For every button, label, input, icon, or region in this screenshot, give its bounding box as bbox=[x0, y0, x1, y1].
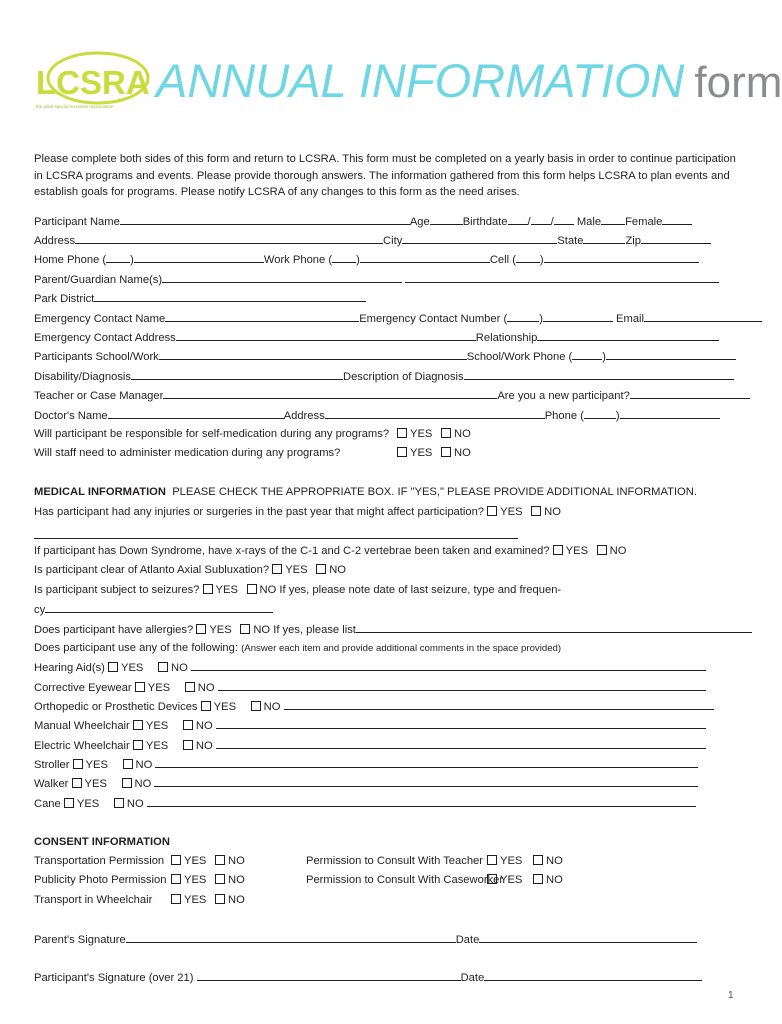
address-row bbox=[34, 233, 711, 247]
equipment-comment-field[interactable] bbox=[216, 718, 706, 729]
equipment-comment-field[interactable] bbox=[147, 796, 696, 807]
yes-label: YES bbox=[147, 682, 171, 694]
description-label: Description of Diagnosis bbox=[343, 371, 464, 383]
guardian-field-2[interactable] bbox=[405, 272, 719, 283]
school-label: Participants School/Work bbox=[34, 351, 159, 363]
consult-caseworker-label: Permission to Consult With Caseworker bbox=[306, 874, 504, 886]
date-label: Date bbox=[460, 972, 485, 984]
no-label: NO bbox=[197, 682, 215, 694]
allergies-question: Does participant have allergies? bbox=[34, 624, 194, 636]
form-header bbox=[0, 0, 782, 140]
male-label: Male bbox=[576, 216, 602, 228]
equipment-label: Hearing Aid(s) bbox=[34, 662, 105, 674]
checkbox-icon[interactable] bbox=[533, 855, 543, 865]
parent-date-field[interactable] bbox=[479, 932, 697, 943]
park-district-row bbox=[34, 291, 366, 305]
equipment-comment-field[interactable] bbox=[155, 757, 698, 768]
checkbox-icon[interactable] bbox=[123, 759, 133, 769]
equipment-no[interactable] bbox=[183, 719, 213, 733]
consult-caseworker-yes[interactable] bbox=[487, 873, 533, 887]
checkbox-icon[interactable] bbox=[203, 584, 213, 594]
yes-label: YES bbox=[85, 759, 108, 771]
down-yes[interactable] bbox=[553, 544, 597, 558]
no-label: NO bbox=[134, 778, 152, 790]
checkbox-icon[interactable] bbox=[171, 855, 181, 865]
atlanto-question: Is participant clear of Atlanto Axial Subluxation? bbox=[34, 564, 270, 576]
seizures-row bbox=[34, 583, 561, 597]
checkbox-icon[interactable] bbox=[215, 894, 225, 904]
self-med-no[interactable] bbox=[441, 427, 471, 441]
teacher-field[interactable] bbox=[163, 388, 497, 399]
checkbox-icon[interactable] bbox=[533, 874, 543, 884]
self-med-yes[interactable] bbox=[397, 427, 441, 441]
park-district-field[interactable] bbox=[94, 291, 366, 302]
checkbox-icon[interactable] bbox=[183, 740, 193, 750]
publicity-no[interactable] bbox=[215, 873, 306, 887]
emergency-address-label: Emergency Contact Address bbox=[34, 332, 176, 344]
no-label: NO bbox=[329, 564, 346, 576]
staff-med-yes[interactable] bbox=[397, 446, 441, 460]
equipment-yes[interactable] bbox=[133, 739, 183, 753]
lcsra-logo bbox=[30, 48, 150, 114]
yes-label: YES bbox=[209, 624, 232, 636]
female-field[interactable] bbox=[662, 214, 692, 225]
allergies-note: If yes, please list bbox=[273, 624, 356, 636]
equipment-no[interactable] bbox=[158, 661, 188, 675]
emergency-name-field[interactable] bbox=[165, 311, 359, 322]
city-label: City bbox=[383, 235, 403, 247]
logo-text: LCSRA bbox=[36, 64, 150, 101]
guardian-field-1[interactable] bbox=[162, 272, 402, 283]
yes-label: YES bbox=[184, 894, 207, 906]
email-field[interactable] bbox=[644, 311, 762, 322]
participant-name-label: Participant Name bbox=[34, 216, 120, 228]
yes-label: YES bbox=[121, 662, 144, 674]
yes-label: YES bbox=[215, 584, 238, 596]
medical-instruction: PLEASE CHECK THE APPROPRIATE BOX. IF "YES," PLEASE PROVIDE ADDITIONAL INFORMATION. bbox=[172, 486, 697, 498]
doctor-address-field[interactable] bbox=[325, 408, 545, 419]
equipment-yes[interactable] bbox=[64, 797, 114, 811]
zip-label: Zip bbox=[625, 235, 641, 247]
work-area-field[interactable] bbox=[332, 252, 356, 263]
checkbox-icon[interactable] bbox=[597, 545, 607, 555]
checkbox-icon[interactable] bbox=[240, 624, 250, 634]
checkbox-icon[interactable] bbox=[135, 682, 145, 692]
checkbox-icon[interactable] bbox=[133, 740, 143, 750]
school-phone-field[interactable] bbox=[606, 349, 736, 360]
yes-label: YES bbox=[76, 798, 100, 810]
home-phone-label: Home Phone ( bbox=[34, 254, 107, 266]
equipment-label: Cane bbox=[34, 798, 61, 810]
equipment-yes[interactable] bbox=[135, 681, 185, 695]
yes-label: YES bbox=[184, 874, 207, 886]
injuries-yes[interactable] bbox=[487, 505, 531, 519]
city-field[interactable] bbox=[402, 233, 557, 244]
yes-label: YES bbox=[145, 720, 169, 732]
emergency-number-field[interactable] bbox=[543, 311, 613, 322]
yes-label: YES bbox=[184, 855, 207, 867]
no-label: NO bbox=[195, 740, 213, 752]
parent-signature-field[interactable] bbox=[126, 932, 456, 943]
yes-label: YES bbox=[213, 701, 237, 713]
school-row: Participants School/Work School/Work Phone ( ) bbox=[34, 349, 736, 363]
transportation-yes[interactable] bbox=[171, 854, 215, 868]
logo-tagline: the adult special recreation association bbox=[36, 104, 114, 109]
checkbox-icon[interactable] bbox=[272, 564, 282, 574]
no-label: NO bbox=[171, 662, 188, 674]
checkbox-icon[interactable] bbox=[441, 428, 451, 438]
equipment-no[interactable] bbox=[122, 777, 152, 791]
no-label: NO bbox=[228, 874, 245, 886]
relationship-label: Relationship bbox=[475, 332, 538, 344]
age-field[interactable] bbox=[430, 214, 463, 225]
injuries-detail-line[interactable] bbox=[34, 538, 518, 539]
no-label: NO bbox=[253, 624, 271, 636]
atlanto-row bbox=[34, 563, 346, 577]
down-question: If participant has Down Syndrome, have x-rays of the C-1 and C-2 vertebrae been taken and examined? bbox=[34, 545, 550, 557]
birth-day-field[interactable] bbox=[531, 214, 551, 225]
equipment-label: Corrective Eyewear bbox=[34, 682, 132, 694]
seizures-yes[interactable] bbox=[203, 583, 247, 597]
equipment-label: Walker bbox=[34, 778, 69, 790]
equipment-no[interactable] bbox=[123, 758, 153, 772]
equipment-row bbox=[34, 660, 706, 674]
consent-row-1 bbox=[34, 854, 563, 868]
home-phone-field[interactable] bbox=[134, 252, 264, 263]
guardian-row bbox=[34, 272, 719, 286]
emergency-name-label: Emergency Contact Name bbox=[34, 313, 166, 325]
no-label: NO bbox=[135, 759, 153, 771]
publicity-label: Publicity Photo Permission bbox=[34, 874, 167, 886]
no-label: NO bbox=[126, 798, 144, 810]
down-row bbox=[34, 544, 626, 558]
birth-month-field[interactable] bbox=[508, 214, 528, 225]
birthdate-label: Birthdate bbox=[462, 216, 508, 228]
equipment-comment-field[interactable] bbox=[154, 776, 698, 787]
consent-row-3 bbox=[34, 893, 245, 907]
disability-field[interactable] bbox=[131, 369, 343, 380]
atlanto-yes[interactable] bbox=[272, 563, 316, 577]
email-label: Email bbox=[616, 313, 645, 325]
equipment-yes[interactable] bbox=[201, 700, 251, 714]
work-phone-field[interactable] bbox=[360, 252, 490, 263]
seizures-note: If yes, please note date of last seizure, type and frequen- bbox=[279, 584, 562, 596]
emergency-row: Emergency Contact Name Emergency Contact Number ( ) Email bbox=[34, 311, 762, 325]
yes-label: YES bbox=[500, 855, 523, 867]
use-question: Does participant use any of the following: bbox=[34, 642, 238, 654]
consent-heading: CONSENT INFORMATION bbox=[34, 836, 170, 848]
zip-field[interactable] bbox=[641, 233, 711, 244]
teacher-label: Teacher or Case Manager bbox=[34, 390, 164, 402]
wheelchair-transport-no[interactable] bbox=[215, 893, 245, 907]
page-number: 1 bbox=[728, 990, 734, 1001]
birth-year-field[interactable] bbox=[554, 214, 574, 225]
work-phone-label: Work Phone ( bbox=[263, 254, 333, 266]
title-form: form bbox=[694, 58, 782, 107]
staff-med-label: Will staff need to administer medication during any programs? bbox=[34, 447, 341, 459]
checkbox-icon[interactable] bbox=[316, 564, 326, 574]
equipment-label: Stroller bbox=[34, 759, 70, 771]
doctor-row: Doctor's Name Address Phone ( ) bbox=[34, 408, 720, 422]
no-label: NO bbox=[609, 545, 627, 557]
seizures-question: Is participant subject to seizures? bbox=[34, 584, 200, 596]
equipment-no[interactable] bbox=[185, 681, 215, 695]
equipment-comment-field[interactable] bbox=[218, 680, 706, 691]
no-label: NO bbox=[263, 701, 281, 713]
checkbox-icon[interactable] bbox=[487, 874, 497, 884]
address-field[interactable] bbox=[75, 233, 383, 244]
home-area-field[interactable] bbox=[106, 252, 130, 263]
checkbox-icon[interactable] bbox=[397, 447, 407, 457]
no-label: NO bbox=[195, 720, 213, 732]
participant-date-field[interactable] bbox=[484, 970, 702, 981]
checkbox-icon[interactable] bbox=[122, 778, 132, 788]
down-no[interactable] bbox=[597, 544, 627, 558]
state-field[interactable] bbox=[583, 233, 625, 244]
checkbox-icon[interactable] bbox=[553, 545, 563, 555]
equipment-row bbox=[34, 699, 714, 713]
checkbox-icon[interactable] bbox=[183, 720, 193, 730]
date-label: Date bbox=[455, 934, 480, 946]
doctor-address-label: Address bbox=[283, 410, 325, 422]
doctor-phone-field[interactable] bbox=[620, 408, 720, 419]
guardian-label: Parent/Guardian Name(s) bbox=[34, 274, 163, 286]
medical-heading-row bbox=[34, 485, 697, 499]
injuries-question: Has participant had any injuries or surgeries in the past year that might affect participation? bbox=[34, 506, 485, 518]
equipment-row bbox=[34, 718, 706, 732]
transportation-no[interactable] bbox=[215, 854, 306, 868]
equipment-row bbox=[34, 680, 706, 694]
cell-area-field[interactable] bbox=[516, 252, 540, 263]
phone-row: Home Phone ( ) Work Phone ( ) Cell ( ) bbox=[34, 252, 699, 266]
equipment-label: Manual Wheelchair bbox=[34, 720, 130, 732]
wheelchair-transport-label: Transport in Wheelchair bbox=[34, 894, 153, 906]
yes-label: YES bbox=[410, 428, 433, 440]
cell-field[interactable] bbox=[544, 252, 699, 263]
checkbox-icon[interactable] bbox=[487, 855, 497, 865]
use-note: (Answer each item and provide additional comments in the space provided) bbox=[241, 643, 562, 654]
emergency-address-row bbox=[34, 330, 719, 344]
equipment-comment-field[interactable] bbox=[284, 699, 714, 710]
no-label: NO bbox=[228, 894, 245, 906]
seizures-cont-row bbox=[34, 602, 273, 616]
checkbox-icon[interactable] bbox=[215, 855, 225, 865]
allergies-no[interactable] bbox=[240, 623, 270, 637]
consult-teacher-label: Permission to Consult With Teacher bbox=[306, 855, 483, 867]
equipment-yes[interactable] bbox=[133, 719, 183, 733]
checkbox-icon[interactable] bbox=[201, 701, 211, 711]
equipment-comment-field[interactable] bbox=[191, 660, 706, 671]
checkbox-icon[interactable] bbox=[72, 778, 82, 788]
no-label: NO bbox=[228, 855, 245, 867]
emergency-area-field[interactable] bbox=[507, 311, 539, 322]
doctor-field[interactable] bbox=[108, 408, 284, 419]
equipment-no[interactable] bbox=[114, 797, 144, 811]
participant-row: Participant Name Age Birthdate / / Male Female bbox=[34, 214, 692, 228]
consult-teacher-yes[interactable] bbox=[487, 854, 533, 868]
teacher-row bbox=[34, 388, 750, 402]
atlanto-no[interactable] bbox=[316, 563, 346, 577]
allergies-row bbox=[34, 622, 752, 636]
checkbox-icon[interactable] bbox=[133, 720, 143, 730]
relationship-field[interactable] bbox=[537, 330, 719, 341]
equipment-comment-field[interactable] bbox=[216, 738, 706, 749]
allergies-yes[interactable] bbox=[196, 623, 240, 637]
yes-label: YES bbox=[500, 874, 523, 886]
seizures-detail-field[interactable] bbox=[45, 602, 273, 613]
equipment-no[interactable] bbox=[183, 739, 213, 753]
yes-label: YES bbox=[410, 447, 433, 459]
cell-label: Cell ( bbox=[489, 254, 516, 266]
female-label: Female bbox=[625, 216, 663, 228]
yes-label: YES bbox=[500, 506, 523, 518]
emergency-address-field[interactable] bbox=[176, 330, 476, 341]
consult-teacher-no[interactable] bbox=[533, 854, 563, 868]
no-label: NO bbox=[546, 874, 563, 886]
checkbox-icon[interactable] bbox=[247, 584, 257, 594]
yes-label: YES bbox=[285, 564, 308, 576]
no-label: NO bbox=[544, 506, 561, 518]
checkbox-icon[interactable] bbox=[196, 624, 206, 634]
state-label: State bbox=[557, 235, 584, 247]
intro-paragraph: Please complete both sides of this form and return to LCSRA. This form must be completed on a yearly basis in order to continue participation in LCSRA programs and events. Please provide thorough answers. The information gathered from this form helps LCSRA to plan events and establish goals for programs. Please notify LCSRA of any changes to this form as the need arises. bbox=[34, 153, 736, 198]
checkbox-icon[interactable] bbox=[73, 759, 83, 769]
doctor-phone-label: Phone ( bbox=[544, 410, 584, 422]
address-label: Address bbox=[34, 235, 76, 247]
new-participant-field[interactable] bbox=[630, 388, 750, 399]
consult-caseworker-no[interactable] bbox=[533, 873, 563, 887]
doctor-label: Doctor's Name bbox=[34, 410, 108, 422]
parent-signature-row bbox=[34, 932, 697, 946]
school-field[interactable] bbox=[159, 349, 467, 360]
park-district-label: Park District bbox=[34, 293, 95, 305]
equipment-label: Orthopedic or Prosthetic Devices bbox=[34, 701, 198, 713]
no-label: NO bbox=[454, 447, 471, 459]
yes-label: YES bbox=[145, 740, 169, 752]
no-label: NO bbox=[546, 855, 563, 867]
checkbox-icon[interactable] bbox=[487, 506, 497, 516]
parent-signature-label: Parent's Signature bbox=[34, 934, 126, 946]
checkbox-icon[interactable] bbox=[251, 701, 261, 711]
transportation-label: Transportation Permission bbox=[34, 855, 165, 867]
checkbox-icon[interactable] bbox=[441, 447, 451, 457]
checkbox-icon[interactable] bbox=[215, 874, 225, 884]
participant-name-field[interactable] bbox=[120, 214, 410, 225]
equipment-yes[interactable] bbox=[108, 661, 158, 675]
yes-label: YES bbox=[84, 778, 107, 790]
checkbox-icon[interactable] bbox=[158, 662, 168, 672]
yes-label: YES bbox=[565, 545, 589, 557]
self-med-label: Will participant be responsible for self-medication during any programs? bbox=[34, 428, 390, 440]
equipment-row bbox=[34, 796, 696, 810]
participant-signature-row bbox=[34, 970, 702, 984]
equipment-yes[interactable] bbox=[73, 758, 123, 772]
equipment-row bbox=[34, 738, 706, 752]
equipment-yes[interactable] bbox=[72, 777, 122, 791]
publicity-yes[interactable] bbox=[171, 873, 215, 887]
disability-label: Disability/Diagnosis bbox=[34, 371, 131, 383]
seizures-no[interactable] bbox=[247, 583, 277, 597]
checkbox-icon[interactable] bbox=[397, 428, 407, 438]
no-label: NO bbox=[454, 428, 471, 440]
checkbox-icon[interactable] bbox=[108, 662, 118, 672]
injuries-row bbox=[34, 505, 561, 519]
allergies-field[interactable] bbox=[356, 622, 752, 633]
doctor-area-field[interactable] bbox=[584, 408, 616, 419]
no-label: NO bbox=[259, 584, 277, 596]
checkbox-icon[interactable] bbox=[171, 874, 181, 884]
consent-heading-row bbox=[34, 835, 170, 849]
equipment-row bbox=[34, 776, 698, 790]
disability-row bbox=[34, 369, 734, 383]
age-label: Age bbox=[409, 216, 430, 228]
consent-row-2 bbox=[34, 873, 563, 887]
equipment-label: Electric Wheelchair bbox=[34, 740, 130, 752]
checkbox-icon[interactable] bbox=[114, 798, 124, 808]
checkbox-icon[interactable] bbox=[531, 506, 541, 516]
staff-med-no[interactable] bbox=[441, 446, 471, 460]
equipment-no[interactable] bbox=[251, 700, 281, 714]
description-field[interactable] bbox=[464, 369, 734, 380]
participant-signature-field[interactable] bbox=[197, 970, 461, 981]
staff-med-row bbox=[34, 446, 471, 460]
wheelchair-transport-yes[interactable] bbox=[171, 893, 215, 907]
injuries-no[interactable] bbox=[531, 505, 561, 519]
new-participant-label: Are you a new participant? bbox=[497, 390, 630, 402]
checkbox-icon[interactable] bbox=[64, 798, 74, 808]
checkbox-icon[interactable] bbox=[171, 894, 181, 904]
checkbox-icon[interactable] bbox=[185, 682, 195, 692]
seizures-cont: cy bbox=[34, 604, 46, 616]
medical-heading: MEDICAL INFORMATION bbox=[34, 486, 166, 498]
emergency-number-label: Emergency Contact Number ( bbox=[359, 313, 508, 325]
school-phone-label: School/Work Phone ( bbox=[466, 351, 573, 363]
participant-signature-label: Participant's Signature (over 21) bbox=[34, 972, 194, 984]
use-row bbox=[34, 641, 561, 655]
male-field[interactable] bbox=[601, 214, 625, 225]
title-main: ANNUAL INFORMATION bbox=[156, 54, 685, 107]
self-med-row bbox=[34, 427, 471, 441]
form-title bbox=[156, 53, 782, 108]
school-area-field[interactable] bbox=[572, 349, 602, 360]
equipment-row bbox=[34, 757, 698, 771]
